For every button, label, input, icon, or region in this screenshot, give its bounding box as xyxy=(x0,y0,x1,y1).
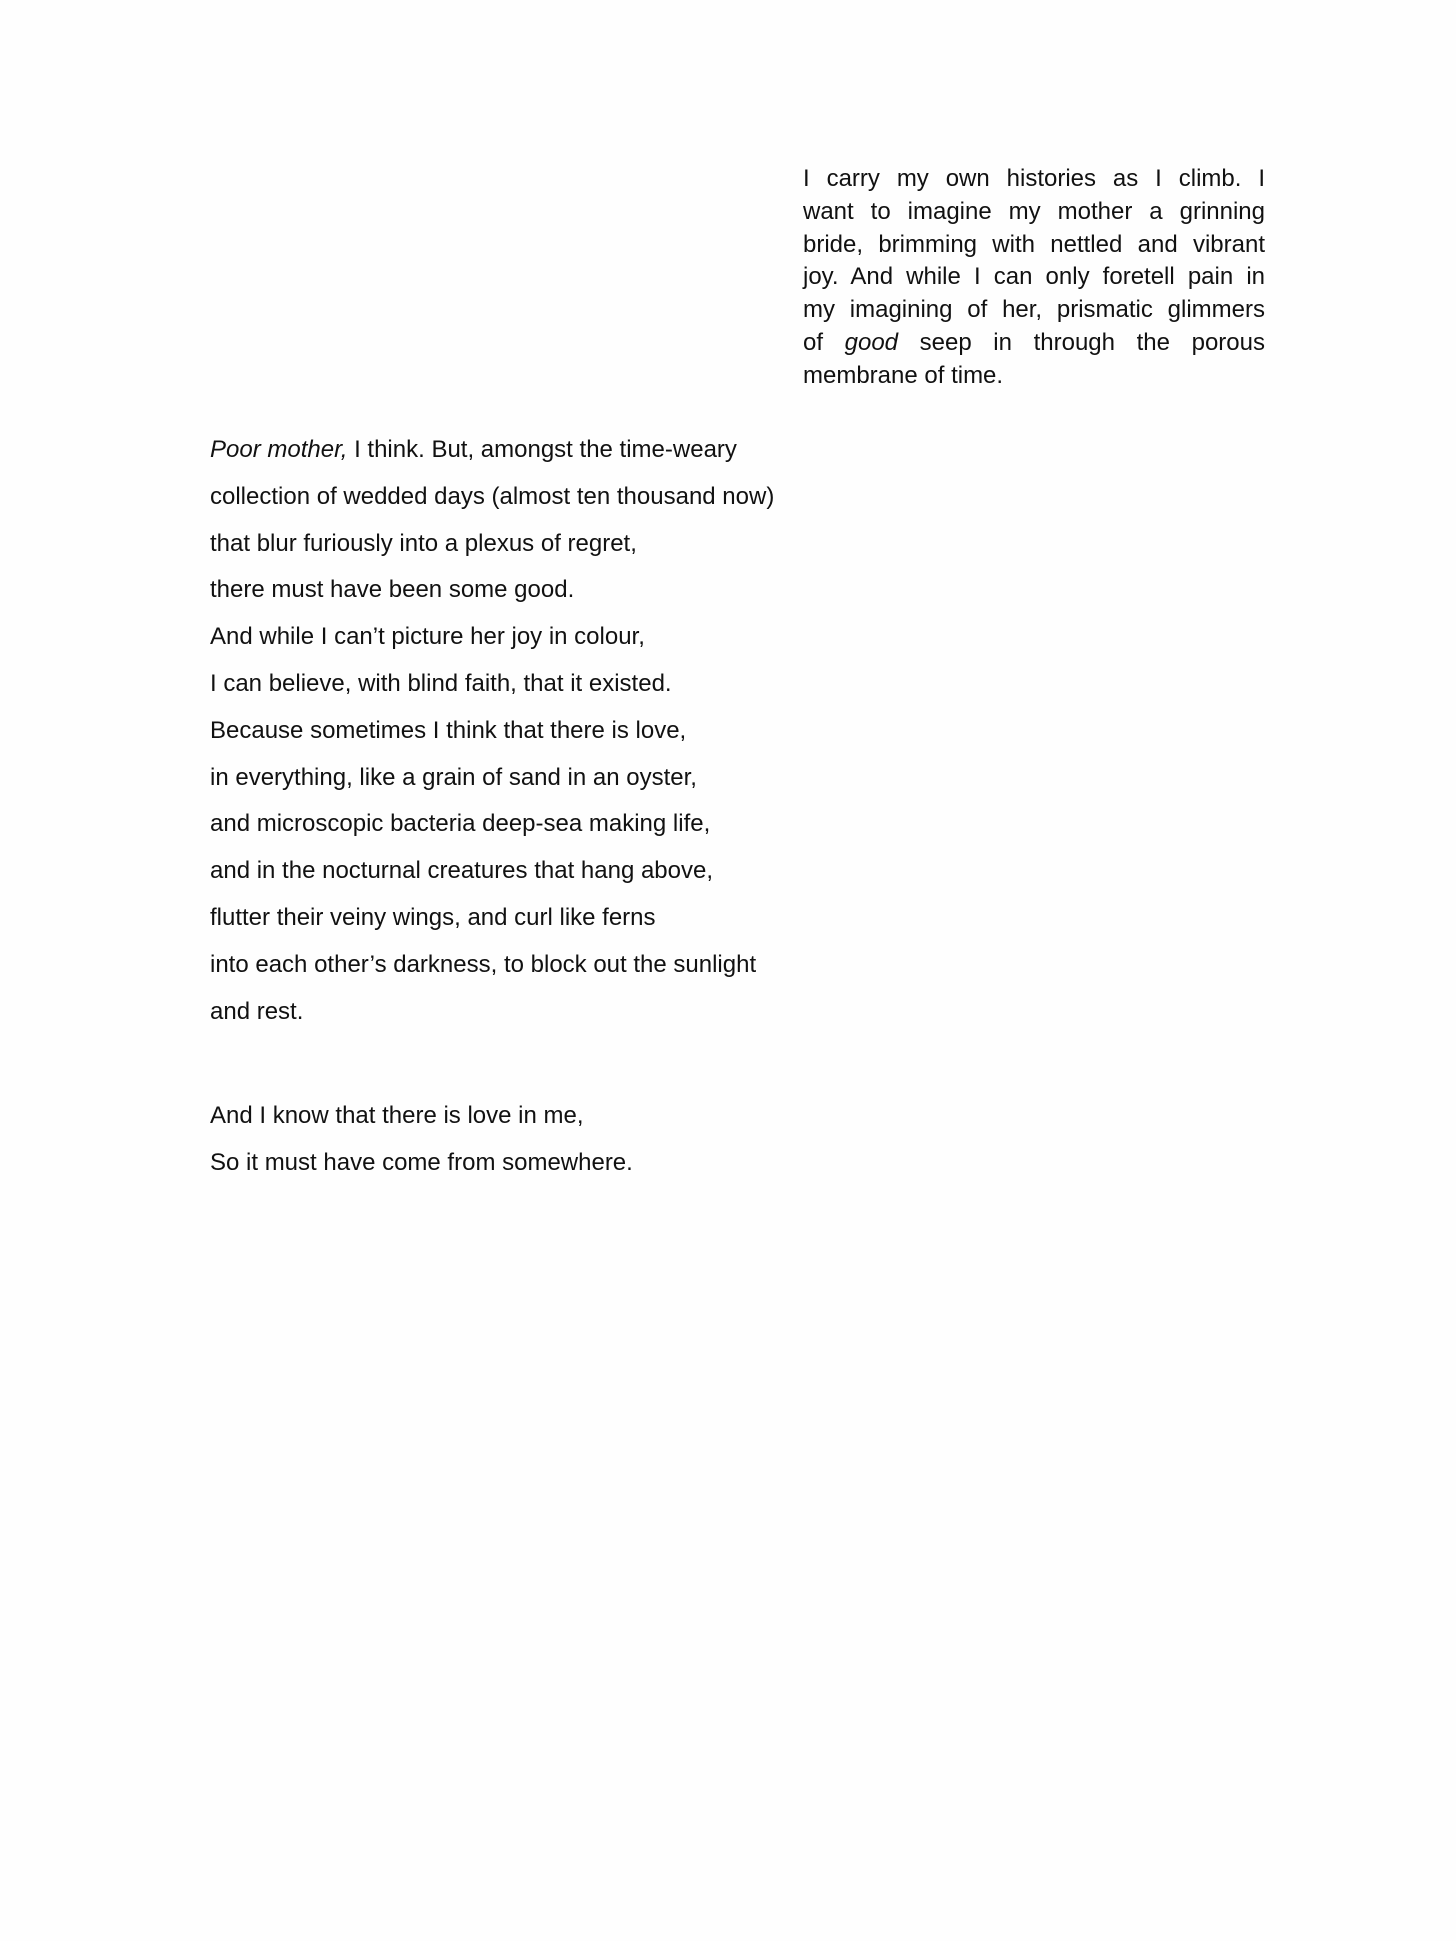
poem-line: and in the nocturnal creatures that hang above, xyxy=(210,857,714,885)
poem-line: Because sometimes I think that there is love, xyxy=(210,716,687,744)
poem-text: I think. But, amongst the time-weary xyxy=(347,436,737,463)
poem-body xyxy=(210,433,850,1193)
emphasis-text: good xyxy=(844,328,899,356)
poem-line: collection of wedded days (almost ten thousand now) xyxy=(210,482,775,510)
poem-line: So it must have come from somewhere. xyxy=(210,1149,633,1177)
prose-line: bride, brimming with nettled and vibrant xyxy=(803,230,1265,258)
poem-line: And I know that there is love in me, xyxy=(210,1102,584,1130)
poem-line: there must have been some good. xyxy=(210,576,575,604)
prose-line: I carry my own histories as I climb. I xyxy=(803,165,1265,192)
poem-line: And while I can’t picture her joy in colour, xyxy=(210,623,645,651)
poem-line xyxy=(210,433,850,480)
poem-line: flutter their veiny wings, and curl like ferns xyxy=(210,903,656,931)
poem-line: and microscopic bacteria deep-sea making life, xyxy=(210,810,711,838)
poem-line: in everything, like a grain of sand in an oyster, xyxy=(210,763,697,791)
prose-text: of xyxy=(803,328,845,356)
prose-line: joy. And while I can only foretell pain in xyxy=(803,263,1265,291)
prose-paragraph xyxy=(803,163,1265,393)
prose-line: membrane of time. xyxy=(803,361,1004,389)
prose-line: want to imagine my mother a grinning xyxy=(803,197,1265,225)
poem-line: into each other’s darkness, to block out the sunlight xyxy=(210,950,757,978)
prose-text: seep in through the porous xyxy=(898,328,1265,356)
poem-line: and rest. xyxy=(210,997,304,1025)
prose-line xyxy=(803,327,1265,360)
poem-line: I can believe, with blind faith, that it existed. xyxy=(210,669,672,697)
prose-line: my imagining of her, prismatic glimmers xyxy=(803,296,1265,324)
stanza-break xyxy=(210,1041,850,1099)
emphasis-text: Poor mother, xyxy=(210,436,348,463)
poem-line: that blur furiously into a plexus of regret, xyxy=(210,529,637,557)
